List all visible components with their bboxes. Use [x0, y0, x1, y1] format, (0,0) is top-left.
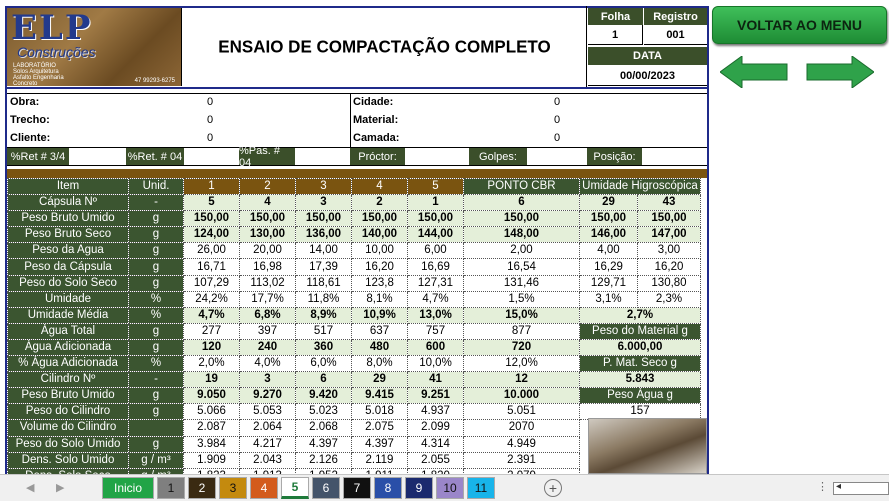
table-cell[interactable]: 6 — [464, 195, 580, 211]
table-cell[interactable]: 5.023 — [296, 404, 352, 420]
table-cell[interactable]: Peso do Material g — [580, 323, 701, 339]
table-cell[interactable]: P. Mat. Seco g — [580, 356, 701, 372]
sheet-tab-bar — [0, 474, 889, 501]
row-label[interactable]: % Água Adicionada — [8, 356, 129, 372]
registro-label: Registro — [644, 8, 707, 25]
table-cell[interactable]: 140,00 — [352, 227, 408, 243]
table-cell[interactable]: 16,54 — [464, 259, 580, 275]
row-label[interactable]: Água Adicionada — [8, 339, 129, 355]
row-unit[interactable]: - — [129, 195, 184, 211]
table-row — [8, 388, 701, 404]
material-value[interactable]: 0 — [553, 114, 561, 126]
table-cell[interactable]: 5.018 — [352, 404, 408, 420]
table-cell[interactable]: 2,7% — [580, 307, 701, 323]
table-cell[interactable]: 2.043 — [240, 452, 296, 468]
tab-7[interactable]: 7 — [343, 477, 371, 499]
table-cell[interactable]: 8,0% — [352, 356, 408, 372]
row-unit[interactable]: - — [129, 372, 184, 388]
voltar-menu-button[interactable]: VOLTAR AO MENU — [712, 6, 887, 44]
table-header-row — [8, 179, 701, 195]
table-cell[interactable]: 29 — [352, 372, 408, 388]
table-cell[interactable]: 16,20 — [352, 259, 408, 275]
table-cell[interactable]: 2.087 — [184, 420, 240, 436]
table-cell[interactable]: 2.064 — [240, 420, 296, 436]
header-point-1[interactable]: 1 — [184, 179, 240, 195]
table-cell[interactable]: 150,00 — [464, 211, 580, 227]
table-cell[interactable]: 4.949 — [464, 436, 580, 452]
table-row — [8, 339, 701, 355]
row-label[interactable]: Peso da Cápsula — [8, 259, 129, 275]
cliente-label: Cliente: — [10, 132, 51, 144]
row-label[interactable]: Umidade — [8, 291, 129, 307]
table-cell[interactable]: 8,1% — [352, 291, 408, 307]
material-label: Material: — [353, 114, 399, 126]
ret04-label: %Ret. # 04 — [126, 148, 184, 165]
header-ponto-cbr[interactable]: PONTO CBR — [464, 179, 580, 195]
table-cell[interactable]: 360 — [296, 339, 352, 355]
table-cell[interactable]: 130,80 — [638, 275, 701, 291]
table-cell[interactable]: 157 — [580, 404, 701, 420]
table-row — [8, 323, 701, 339]
tab-1[interactable]: 1 — [157, 477, 185, 499]
table-cell[interactable]: 277 — [184, 323, 240, 339]
table-cell[interactable]: 107,29 — [184, 275, 240, 291]
data-value[interactable]: 00/00/2023 — [588, 66, 707, 86]
table-cell[interactable]: 17,39 — [296, 259, 352, 275]
table-row — [8, 372, 701, 388]
posicao-label: Posição: — [587, 148, 642, 165]
row-unit[interactable]: g — [129, 211, 184, 227]
table-cell[interactable]: 2.126 — [296, 452, 352, 468]
table-cell[interactable]: 757 — [408, 323, 464, 339]
table-cell[interactable]: 2,00 — [464, 243, 580, 259]
table-cell[interactable]: 4.217 — [240, 436, 296, 452]
obra-label: Obra: — [10, 96, 40, 108]
table-cell[interactable]: 29 — [580, 195, 638, 211]
table-cell[interactable]: 4,7% — [408, 291, 464, 307]
table-cell[interactable]: 637 — [352, 323, 408, 339]
table-cell[interactable]: 9.415 — [352, 388, 408, 404]
granulometria-row — [7, 144, 707, 169]
table-cell[interactable]: 4.397 — [296, 436, 352, 452]
divider — [7, 87, 707, 89]
trecho-value[interactable]: 0 — [206, 114, 214, 126]
table-cell[interactable]: 150,00 — [580, 211, 638, 227]
header-point-4[interactable]: 4 — [352, 179, 408, 195]
next-arrow-icon[interactable] — [806, 56, 874, 88]
horizontal-scrollbar[interactable] — [833, 482, 889, 495]
table-cell[interactable]: 14,00 — [296, 243, 352, 259]
row-label[interactable]: Cápsula Nº — [8, 195, 129, 211]
registro-value[interactable]: 001 — [644, 25, 707, 45]
more-options-icon[interactable]: ⋮ — [817, 481, 828, 493]
table-row — [8, 259, 701, 275]
table-cell[interactable]: 2,3% — [638, 291, 701, 307]
table-cell[interactable]: 20,00 — [240, 243, 296, 259]
scroll-right-icon[interactable]: ▶ — [56, 482, 65, 494]
table-cell[interactable]: 2.068 — [296, 420, 352, 436]
row-unit[interactable]: g — [129, 227, 184, 243]
table-cell[interactable]: 118,61 — [296, 275, 352, 291]
table-cell[interactable]: 6,8% — [240, 307, 296, 323]
row-label[interactable]: Peso Bruto Umido — [8, 388, 129, 404]
row-label[interactable]: Peso Bruto Umido — [8, 211, 129, 227]
table-cell[interactable]: 16,71 — [184, 259, 240, 275]
cliente-value[interactable]: 0 — [206, 132, 214, 144]
table-cell[interactable]: 150,00 — [296, 211, 352, 227]
golpes-label: Golpes: — [469, 148, 527, 165]
row-label[interactable]: Cilindro Nº — [8, 372, 129, 388]
row-label[interactable]: Água Total — [8, 323, 129, 339]
logo-phone: 47 99293-6275 — [134, 78, 175, 84]
header-point-5[interactable]: 5 — [408, 179, 464, 195]
header-item[interactable]: Item — [8, 179, 129, 195]
table-cell[interactable]: 4,0% — [240, 356, 296, 372]
cidade-label: Cidade: — [353, 96, 394, 108]
table-cell[interactable]: 4 — [240, 195, 296, 211]
row-unit[interactable]: g — [129, 436, 184, 452]
table-cell[interactable]: 129,71 — [580, 275, 638, 291]
tab-2[interactable]: 2 — [188, 477, 216, 499]
table-cell[interactable]: 2070 — [464, 420, 580, 436]
table-cell[interactable]: 43 — [638, 195, 701, 211]
table-cell[interactable]: 5.053 — [240, 404, 296, 420]
row-label[interactable]: Peso do Cilindro — [8, 404, 129, 420]
table-cell[interactable]: 2.391 — [464, 452, 580, 468]
table-cell[interactable]: 12 — [464, 372, 580, 388]
tab-11[interactable]: 11 — [467, 477, 495, 499]
table-cell[interactable]: 9.270 — [240, 388, 296, 404]
table-cell[interactable]: 24,2% — [184, 291, 240, 307]
logo-name: Construções — [17, 44, 96, 60]
row-unit[interactable]: g — [129, 259, 184, 275]
row-label[interactable]: Peso da Agua — [8, 243, 129, 259]
table-cell[interactable]: 124,00 — [184, 227, 240, 243]
table-cell[interactable]: 10,9% — [352, 307, 408, 323]
table-cell[interactable]: 130,00 — [240, 227, 296, 243]
tab-5[interactable]: 5 — [281, 477, 309, 499]
table-cell[interactable]: 144,00 — [408, 227, 464, 243]
table-cell[interactable]: 10.000 — [464, 388, 580, 404]
row-label[interactable]: Dens. Solo Umido — [8, 452, 129, 468]
data-label: DATA — [588, 47, 707, 65]
table-cell[interactable]: 150,00 — [184, 211, 240, 227]
table-cell[interactable]: 15,0% — [464, 307, 580, 323]
table-cell[interactable]: 16,69 — [408, 259, 464, 275]
table-cell[interactable]: 150,00 — [408, 211, 464, 227]
row-unit[interactable]: g — [129, 404, 184, 420]
table-cell[interactable]: 5.066 — [184, 404, 240, 420]
company-logo — [7, 8, 182, 86]
table-cell[interactable]: 5.843 — [580, 372, 701, 388]
header-point-2[interactable]: 2 — [240, 179, 296, 195]
table-cell[interactable]: 3,1% — [580, 291, 638, 307]
row-unit[interactable]: % — [129, 291, 184, 307]
table-cell[interactable]: 120 — [184, 339, 240, 355]
table-row — [8, 291, 701, 307]
table-cell[interactable]: 2.119 — [352, 452, 408, 468]
table-cell[interactable]: 6 — [296, 372, 352, 388]
table-cell[interactable]: 9.420 — [296, 388, 352, 404]
table-cell[interactable]: 131,46 — [464, 275, 580, 291]
section-separator — [7, 169, 707, 178]
table-cell[interactable]: 240 — [240, 339, 296, 355]
table-cell[interactable]: 600 — [408, 339, 464, 355]
row-unit[interactable]: % — [129, 356, 184, 372]
soil-sample-image — [588, 418, 707, 474]
table-cell[interactable]: 10,0% — [408, 356, 464, 372]
row-unit[interactable]: % — [129, 307, 184, 323]
row-unit[interactable]: g — [129, 339, 184, 355]
divider — [7, 93, 707, 94]
table-cell[interactable]: 877 — [464, 323, 580, 339]
table-cell[interactable]: 150,00 — [638, 211, 701, 227]
camada-label: Camada: — [353, 132, 400, 144]
row-unit[interactable]: g — [129, 323, 184, 339]
tab-4[interactable]: 4 — [250, 477, 278, 499]
table-cell[interactable]: 2.075 — [352, 420, 408, 436]
cidade-value[interactable]: 0 — [553, 96, 561, 108]
table-cell[interactable]: 17,7% — [240, 291, 296, 307]
table-cell[interactable]: 4,00 — [580, 243, 638, 259]
table-cell[interactable]: 12,0% — [464, 356, 580, 372]
table-cell[interactable]: 480 — [352, 339, 408, 355]
table-cell[interactable]: 517 — [296, 323, 352, 339]
header-point-3[interactable]: 3 — [296, 179, 352, 195]
table-cell[interactable]: 13,0% — [408, 307, 464, 323]
table-cell[interactable]: 11,8% — [296, 291, 352, 307]
table-cell[interactable]: 147,00 — [638, 227, 701, 243]
table-cell[interactable]: 6,0% — [296, 356, 352, 372]
table-row — [8, 356, 701, 372]
table-cell[interactable]: 5 — [184, 195, 240, 211]
table-cell[interactable]: 3,00 — [638, 243, 701, 259]
table-cell[interactable]: 150,00 — [240, 211, 296, 227]
table-row — [8, 211, 701, 227]
previous-arrow-icon[interactable] — [720, 56, 788, 88]
table-cell[interactable]: 148,00 — [464, 227, 580, 243]
table-cell[interactable]: 3 — [240, 372, 296, 388]
row-label[interactable]: Umidade Média — [8, 307, 129, 323]
table-cell[interactable]: 3.984 — [184, 436, 240, 452]
table-cell[interactable]: 146,00 — [580, 227, 638, 243]
row-unit[interactable]: g — [129, 275, 184, 291]
row-label[interactable]: Peso do Solo Umido — [8, 436, 129, 452]
table-cell[interactable]: 123,8 — [352, 275, 408, 291]
table-cell[interactable]: 3 — [296, 195, 352, 211]
row-unit[interactable]: g / m³ — [129, 452, 184, 468]
table-cell[interactable]: 2 — [352, 195, 408, 211]
proctor-label: Próctor: — [350, 148, 405, 165]
tab-3[interactable]: 3 — [219, 477, 247, 499]
ret34-label: %Ret # 3/4 — [7, 148, 69, 165]
table-cell[interactable]: 8,9% — [296, 307, 352, 323]
tab-8[interactable]: 8 — [374, 477, 402, 499]
tab-10[interactable]: 10 — [436, 477, 464, 499]
table-row — [8, 227, 701, 243]
table-cell[interactable]: 6,00 — [408, 243, 464, 259]
table-cell[interactable]: 136,00 — [296, 227, 352, 243]
table-cell[interactable]: 2.099 — [408, 420, 464, 436]
table-cell[interactable]: 41 — [408, 372, 464, 388]
logo-lines: LABORATÓRIO Solos Arquitetura Asfalto Engenharia Concreto — [13, 63, 64, 86]
table-cell[interactable]: 16,98 — [240, 259, 296, 275]
table-cell[interactable]: 26,00 — [184, 243, 240, 259]
table-cell[interactable]: 19 — [184, 372, 240, 388]
table-row — [8, 243, 701, 259]
tab-inicio[interactable]: Inicio — [102, 477, 154, 499]
table-cell[interactable]: 4,7% — [184, 307, 240, 323]
row-unit[interactable] — [129, 420, 184, 436]
table-cell[interactable]: 16,29 — [580, 259, 638, 275]
table-cell[interactable]: 5.051 — [464, 404, 580, 420]
camada-value[interactable]: 0 — [553, 132, 561, 144]
table-cell[interactable]: 16,20 — [638, 259, 701, 275]
table-cell[interactable]: 10,00 — [352, 243, 408, 259]
table-cell[interactable]: 1.909 — [184, 452, 240, 468]
table-cell[interactable]: 1 — [408, 195, 464, 211]
table-cell[interactable]: 6.000,00 — [580, 339, 701, 355]
row-unit[interactable]: g — [129, 388, 184, 404]
table-cell[interactable]: 1,5% — [464, 291, 580, 307]
logo-text: ELP — [11, 8, 93, 48]
pas04-label: %Pas. # 04 — [239, 148, 295, 165]
table-cell[interactable]: 397 — [240, 323, 296, 339]
folha-value[interactable]: 1 — [588, 25, 643, 45]
table-row — [8, 195, 701, 211]
table-cell[interactable]: 4.937 — [408, 404, 464, 420]
table-row — [8, 275, 701, 291]
page-title: ENSAIO DE COMPACTAÇÃO COMPLETO — [183, 6, 587, 88]
tab-9[interactable]: 9 — [405, 477, 433, 499]
table-cell[interactable]: 9.050 — [184, 388, 240, 404]
table-cell[interactable]: Peso Água g — [580, 388, 701, 404]
table-row — [8, 307, 701, 323]
obra-value[interactable]: 0 — [206, 96, 214, 108]
tab-6[interactable]: 6 — [312, 477, 340, 499]
table-cell[interactable]: 2.055 — [408, 452, 464, 468]
row-label[interactable]: Peso Bruto Seco — [8, 227, 129, 243]
header-unit[interactable]: Unid. — [129, 179, 184, 195]
scroll-arrow-left-icon[interactable]: ◂ — [836, 481, 842, 492]
table-cell[interactable]: 4.397 — [352, 436, 408, 452]
add-sheet-icon[interactable]: + — [544, 479, 562, 497]
row-label[interactable]: Volume do Cilindro — [8, 420, 129, 436]
table-cell[interactable]: 720 — [464, 339, 580, 355]
scroll-left-icon[interactable]: ◀ — [26, 482, 35, 494]
folha-label: Folha — [588, 8, 643, 25]
row-unit[interactable]: g — [129, 243, 184, 259]
header-umidade-higroscopica[interactable]: Umidade Higroscópica — [580, 179, 701, 195]
table-cell[interactable]: 150,00 — [352, 211, 408, 227]
table-cell[interactable]: 4.314 — [408, 436, 464, 452]
table-cell[interactable]: 9.251 — [408, 388, 464, 404]
row-label[interactable]: Peso do Solo Seco — [8, 275, 129, 291]
table-cell[interactable]: 113,02 — [240, 275, 296, 291]
table-cell[interactable]: 127,31 — [408, 275, 464, 291]
table-cell[interactable]: 2,0% — [184, 356, 240, 372]
trecho-label: Trecho: — [10, 114, 50, 126]
